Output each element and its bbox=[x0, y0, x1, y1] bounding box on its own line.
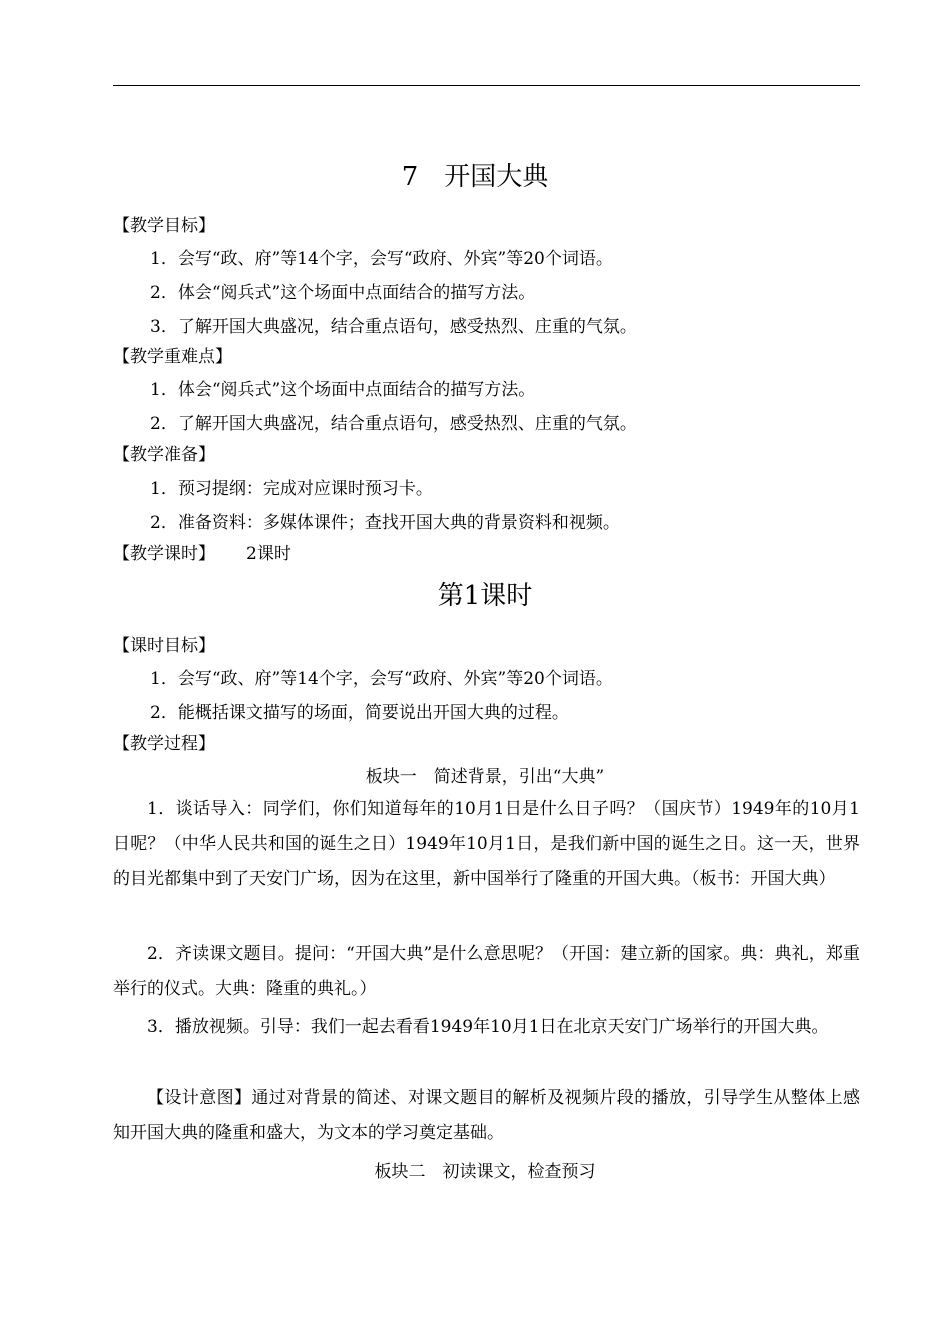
key-point-item: 2．了解开国大典盛况，结合重点语句，感受热烈、庄重的气氛。 bbox=[150, 414, 637, 434]
objective-item: 2．体会“阅兵式”这个场面中点面结合的描写方法。 bbox=[150, 283, 536, 303]
body-paragraph: 2．齐读课文题目。提问：“开国大典”是什么意思呢？（开国：建立新的国家。典：典礼，郑重举行的仪式。大典：隆重的典礼。） bbox=[113, 944, 860, 999]
hours-value: 2课时 bbox=[246, 544, 291, 564]
hours-heading: 【教学课时】 bbox=[113, 544, 215, 564]
goal-item: 1．会写“政、府”等14个字，会写“政府、外宾”等20个词语。 bbox=[150, 669, 613, 689]
key-point-item: 1．体会“阅兵式”这个场面中点面结合的描写方法。 bbox=[150, 380, 536, 400]
section2-title: 板块二 初读课文，检查预习 bbox=[374, 1162, 596, 1182]
body-paragraph: 1．谈话导入：同学们，你们知道每年的10月1日是什么日子吗？（国庆节）1949年的10月1日呢？（中华人民共和国的诞生之日）1949年10月1日，是我们新中国的诞生之日。这一天，世界的目光都集中到了天安门广场，因为在这里，新中国举行了隆重的开国大典。（板书：开国大典） bbox=[113, 799, 860, 889]
lesson1-title: 第1课时 bbox=[437, 581, 533, 611]
preparation-item: 1．预习提纲：完成对应课时预习卡。 bbox=[150, 479, 433, 499]
key-points-heading: 【教学重难点】 bbox=[113, 347, 232, 367]
preparation-item: 2．准备资料：多媒体课件；查找开国大典的背景资料和视频。 bbox=[150, 513, 620, 533]
section1-title: 板块一 简述背景，引出“大典” bbox=[365, 767, 605, 787]
goal-item: 2．能概括课文描写的场面，简要说出开国大典的过程。 bbox=[150, 703, 569, 723]
process-heading: 【教学过程】 bbox=[113, 734, 215, 754]
body-paragraph: 3．播放视频。引导：我们一起去看看1949年10月1日在北京天安门广场举行的开国大典。 bbox=[147, 1017, 829, 1037]
objectives-heading: 【教学目标】 bbox=[113, 216, 215, 236]
preparation-heading: 【教学准备】 bbox=[113, 445, 215, 465]
design-intent-paragraph: 【设计意图】通过对背景的简述、对课文题目的解析及视频片段的播放，引导学生从整体上感知开国大典的隆重和盛大，为文本的学习奠定基础。 bbox=[113, 1088, 860, 1143]
goals-heading: 【课时目标】 bbox=[113, 636, 215, 656]
objective-item: 1．会写“政、府”等14个字，会写“政府、外宾”等20个词语。 bbox=[150, 249, 613, 269]
objective-item: 3．了解开国大典盛况，结合重点语句，感受热烈、庄重的气氛。 bbox=[150, 317, 637, 337]
header-rule bbox=[113, 85, 860, 86]
lesson-title: 7 开国大典 bbox=[401, 162, 549, 192]
